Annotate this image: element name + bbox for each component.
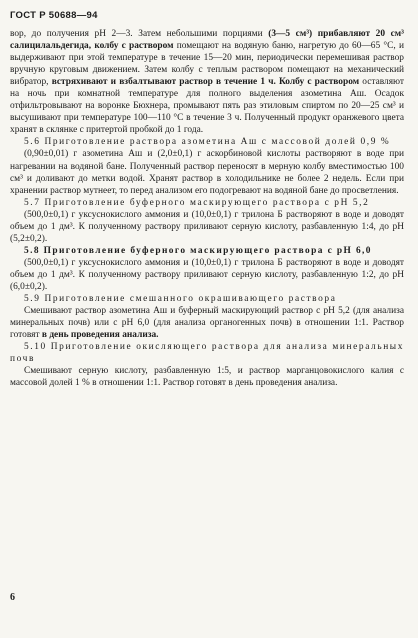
section-heading-5-10: 5.10 Приготовление окисляющего раствора для анализа минеральных почв (10, 342, 404, 365)
text-run-bold: в день проведения анализа. (41, 330, 159, 341)
document-body (10, 28, 404, 389)
text-run: помещают на водяную баню, нагретую до 60—65 °C, и выдерживают при этой температуре в течение 15—20 мин, периодически перемешивая раствор вручную круговым движением. Затем колбу с теплым раствором помещают на механический вибратор, (10, 41, 404, 88)
section-heading-5-9: 5.9 Приготовление смешанного окрашивающего раствора (24, 294, 337, 305)
text-run-bold: (3—5 см³) прибавляют 20 см³ салицилальдегида, колбу с раствором (10, 29, 404, 52)
section-body-5-10: Смешивают серную кислоту, разбавленную 1:5, и раствор марганцовокислого калия с массовой долей 1 % в отношении 1:1. Раствор готовят в день проведения анализа. (10, 366, 404, 389)
section-heading-5-6: 5.6 Приготовление раствора азометина Аш с массовой долей 0,9 % (24, 137, 391, 148)
section-heading-5-8: 5.8 Приготовление буферного маскирующего раствора с pH 6,0 (24, 245, 372, 256)
text-run: оставляют на ночь при комнатной температуре для полного выделения азометина Аш. Осадок отфильтровывают на воронке Бюхнера, промывают пять раз этиловым спиртом по 20—25 см³ и высушивают при температуре 100—110 °C в течение 3 ч. Полученный продукт оранжевого цвета хранят в склянке с притертой пробкой до 1 года. (10, 77, 404, 136)
text-run: вор, до получения pH 2—3. Затем небольшими порциями (10, 29, 269, 39)
document-header: ГОСТ Р 50688—94 (10, 10, 98, 21)
page-number: 6 (10, 592, 15, 603)
section-body-5-8: (500,0±0,1) г уксуснокислого аммония и (10,0±0,1) г трилона Б растворяют в воде и доводят объем до 1 дм³. К полученному раствору приливают серную кислоту, разбавленную 1:2, до pH (6,0±0,2). (10, 257, 404, 292)
text-run: Смешивают раствор азометина Аш и буферный маскирующий раствор с pH 5,2 (для анализа минеральных почв) или с pH 6,0 (для анализа органогенных почв) в отношении 1:1. Раствор готовят (10, 306, 404, 341)
section-body-5-7: (500,0±0,1) г уксуснокислого аммония и (10,0±0,1) г трилона Б растворяют в воде и доводят объем до 1 дм³. К полученному раствору приливают серную кислоту, разбавленную 1:4, до pH (5,2±0,2). (10, 209, 404, 244)
section-body-5-9 (10, 305, 404, 341)
text-run-bold: встряхивают и взбалтывают раствор в течение 1 ч. Колбу с раствором (51, 77, 360, 88)
section-heading-5-7: 5.7 Приготовление буферного маскирующего раствора с pH 5,2 (24, 197, 370, 208)
paragraph-continuation (10, 28, 404, 136)
section-body-5-6: (0,90±0,01) г азометина Аш и (2,0±0,1) г аскорбиновой кислоты растворяют в воде при нагревании на водяной бане. Полученный раствор переносят в мерную колбу вместимостью 100 см³ и доливают до метки водой. Хранят раствор в холодильнике не более 2 недель. Если при хранении раствор мутнеет, то перед анализом его подогревают на водяной бане до просветления. (10, 149, 404, 196)
